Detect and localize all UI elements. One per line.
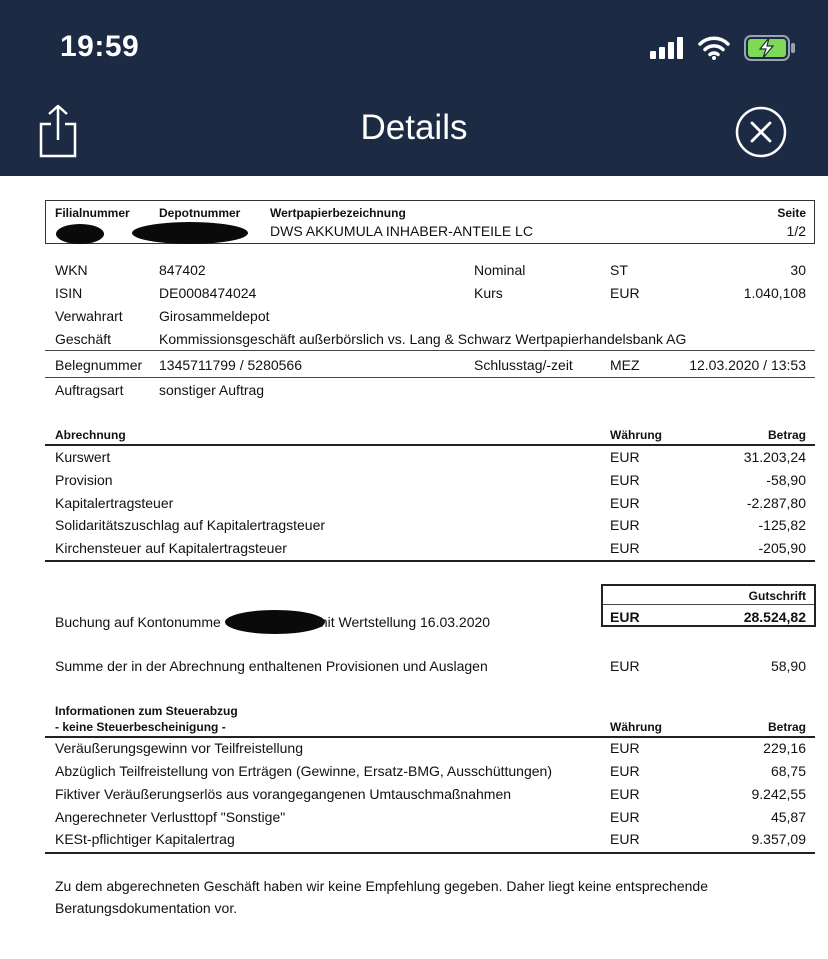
geschaeft-label: Geschäft — [55, 331, 112, 347]
redaction-mark — [56, 224, 104, 244]
steuer-row-currency: EUR — [610, 763, 640, 779]
nominal-label: Nominal — [474, 262, 526, 278]
abrechnung-row-label: Kirchensteuer auf Kapitalertragsteuer — [55, 540, 287, 556]
status-icons — [650, 34, 796, 62]
abrechnung-row-currency: EUR — [610, 472, 640, 488]
steuer-row-amount: 9.357,09 — [751, 831, 806, 847]
close-icon[interactable] — [735, 106, 787, 158]
steuer-row-label: Abzüglich Teilfreistellung von Erträgen (Gewinne, Ersatz-BMG, Ausschüttungen) — [55, 763, 552, 779]
kurs-label: Kurs — [474, 285, 503, 301]
wkn-value: 847402 — [159, 262, 206, 278]
summe-amount: 58,90 — [770, 658, 806, 674]
abrechnung-currency-header: Währung — [610, 428, 662, 442]
redaction-mark — [225, 610, 325, 634]
steuer-row-label: Veräußerungsgewinn vor Teilfreistellung — [55, 740, 303, 756]
steuer-row-label: KESt-pflichtiger Kapitalertrag — [55, 831, 235, 847]
abrechnung-row-amount: 31.203,24 — [743, 449, 806, 465]
page-title: Details — [360, 108, 468, 147]
belegnummer-label: Belegnummer — [55, 357, 143, 373]
schlusstag-value: 12.03.2020 / 13:53 — [689, 357, 806, 373]
document-page — [0, 176, 828, 959]
steuer-row-currency: EUR — [610, 809, 640, 825]
divider — [603, 604, 814, 605]
steuer-row-currency: EUR — [610, 831, 640, 847]
abrechnung-row-currency: EUR — [610, 517, 640, 533]
auftragsart-value: sonstiger Auftrag — [159, 382, 265, 398]
nominal-unit: ST — [610, 262, 628, 278]
seite-label: Seite — [777, 206, 806, 220]
seite-value: 1/2 — [786, 223, 806, 239]
steuer-subtitle: - keine Steuerbescheinigung - — [55, 720, 226, 734]
steuer-row-amount: 229,16 — [763, 740, 806, 756]
auftragsart-label: Auftragsart — [55, 382, 124, 398]
summe-currency: EUR — [610, 658, 640, 674]
gutschrift-label: Gutschrift — [748, 589, 806, 603]
steuer-row-label: Angerechneter Verlusttopf "Sonstige" — [55, 809, 286, 825]
abrechnung-row-currency: EUR — [610, 540, 640, 556]
verwahrart-value: Girosammeldepot — [159, 308, 270, 324]
abrechnung-row-currency: EUR — [610, 449, 640, 465]
footer-line-1: Zu dem abgerechneten Geschäft haben wir keine Empfehlung gegeben. Daher liegt keine entsprechende — [55, 878, 708, 894]
abrechnung-row-label: Provision — [55, 472, 113, 488]
steuer-row-currency: EUR — [610, 740, 640, 756]
steuer-currency-header: Währung — [610, 720, 662, 734]
divider — [45, 736, 815, 738]
gutschrift-currency: EUR — [610, 609, 640, 625]
wifi-icon — [698, 36, 730, 60]
wertpapier-value: DWS AKKUMULA INHABER-ANTEILE LC — [270, 223, 533, 239]
divider — [45, 350, 815, 351]
abrechnung-row-amount: -58,90 — [766, 472, 806, 488]
steuer-title: Informationen zum Steuerabzug — [55, 704, 238, 718]
status-time: 19:59 — [60, 30, 140, 63]
steuer-row-amount: 45,87 — [770, 809, 806, 825]
abrechnung-row-label: Kurswert — [55, 449, 111, 465]
abrechnung-row-amount: -2.287,80 — [746, 495, 806, 511]
schlusstag-zone: MEZ — [610, 357, 640, 373]
abrechnung-row-label: Solidaritätszuschlag auf Kapitalertragsteuer — [55, 517, 326, 533]
nominal-value: 30 — [790, 262, 806, 278]
isin-label: ISIN — [55, 285, 83, 301]
kurs-value: 1.040,108 — [743, 285, 806, 301]
geschaeft-value: Kommissionsgeschäft außerbörslich vs. Lang & Schwarz Wertpapierhandelsbank AG — [159, 331, 687, 347]
redaction-mark — [132, 222, 248, 244]
abrechnung-row-currency: EUR — [610, 495, 640, 511]
kurs-currency: EUR — [610, 285, 640, 301]
steuer-row-label: Fiktiver Veräußerungserlös aus vorangegangenen Umtauschmaßnahmen — [55, 786, 512, 802]
buchung-text-suffix: mit Wertstellung 16.03.2020 — [316, 614, 491, 630]
abrechnung-row-label: Kapitalertragsteuer — [55, 495, 174, 511]
abrechnung-amount-header: Betrag — [767, 428, 806, 442]
summe-label: Summe der in der Abrechnung enthaltenen Provisionen und Auslagen — [55, 658, 488, 674]
steuer-amount-header: Betrag — [767, 720, 806, 734]
verwahrart-label: Verwahrart — [55, 308, 123, 324]
steuer-row-currency: EUR — [610, 786, 640, 802]
schlusstag-label: Schlusstag/-zeit — [474, 357, 573, 373]
divider — [45, 444, 815, 446]
steuer-row-amount: 68,75 — [770, 763, 806, 779]
wertpapier-label: Wertpapierbezeichnung — [270, 206, 406, 220]
depotnummer-label: Depotnummer — [159, 206, 241, 220]
filialnummer-label: Filialnummer — [55, 206, 130, 220]
divider — [45, 560, 815, 562]
abrechnung-row-amount: -125,82 — [758, 517, 806, 533]
belegnummer-value: 1345711799 / 5280566 — [159, 357, 302, 373]
isin-value: DE0008474024 — [159, 285, 257, 301]
divider — [45, 377, 815, 378]
battery-charging-icon — [744, 35, 796, 61]
footer-line-2: Beratungsdokumentation vor. — [55, 900, 238, 916]
wkn-label: WKN — [55, 262, 88, 278]
buchung-text-prefix: Buchung auf Kontonumme — [55, 614, 221, 630]
abrechnung-title: Abrechnung — [55, 428, 126, 442]
navigation-bar — [0, 0, 828, 176]
cellular-signal-icon — [650, 37, 684, 59]
abrechnung-row-amount: -205,90 — [758, 540, 806, 556]
divider — [45, 852, 815, 854]
steuer-row-amount: 9.242,55 — [751, 786, 806, 802]
gutschrift-amount: 28.524,82 — [743, 609, 806, 625]
